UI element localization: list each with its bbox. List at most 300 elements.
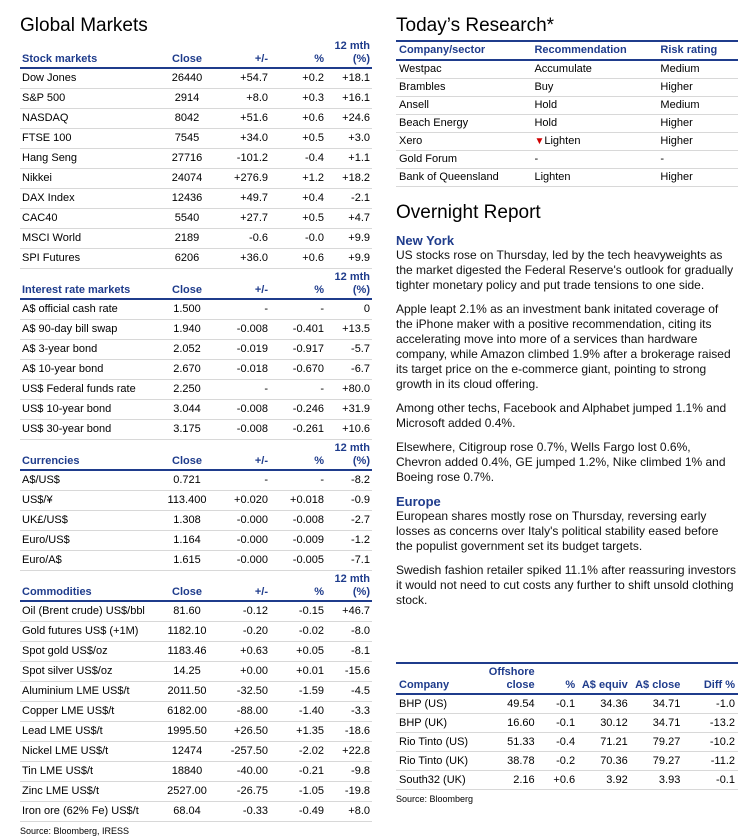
row-label: Euro/A$ [20, 551, 160, 571]
row-value: -0.008 [214, 400, 270, 420]
row-label: Aluminium LME US$/t [20, 682, 160, 702]
row-value: -40.00 [214, 762, 270, 782]
offshore-row [396, 752, 738, 771]
offshore-column-header: Offshore close [481, 663, 538, 694]
table-row [20, 682, 372, 702]
offshore-value: -10.2 [683, 733, 738, 752]
row-value: -0.9 [326, 491, 372, 511]
row-value: +18.2 [326, 169, 372, 189]
table-row [20, 511, 372, 531]
row-label: Lead LME US$/t [20, 722, 160, 742]
table-row [20, 68, 372, 89]
row-value: +1.35 [270, 722, 326, 742]
row-value: +4.7 [326, 209, 372, 229]
row-value: +0.63 [214, 642, 270, 662]
row-value: 1995.50 [160, 722, 214, 742]
row-value: 1.308 [160, 511, 214, 531]
row-value: 1.500 [160, 299, 214, 320]
section-name: Commodities [20, 573, 160, 601]
row-label: A$ 90-day bill swap [20, 320, 160, 340]
row-value: -0.000 [214, 511, 270, 531]
row-value: -0.917 [270, 340, 326, 360]
row-label: DAX Index [20, 189, 160, 209]
table-row [20, 802, 372, 822]
downgrade-icon: ▼ [534, 136, 545, 147]
row-value: 18840 [160, 762, 214, 782]
row-value: -1.05 [270, 782, 326, 802]
company-name [396, 60, 531, 79]
row-value: -8.2 [326, 470, 372, 491]
table-row [20, 189, 372, 209]
column-header: +/- [214, 573, 270, 601]
row-value: -2.7 [326, 511, 372, 531]
row-label: FTSE 100 [20, 129, 160, 149]
row-label: Hang Seng [20, 149, 160, 169]
row-value: -257.50 [214, 742, 270, 762]
market-table-0 [20, 40, 372, 269]
row-label: US$ 10-year bond [20, 400, 160, 420]
recommendation [531, 151, 657, 169]
row-value: -3.3 [326, 702, 372, 722]
row-value: 12474 [160, 742, 214, 762]
offshore-value: 34.36 [578, 694, 631, 714]
row-value: - [270, 470, 326, 491]
row-value: - [214, 299, 270, 320]
row-value: 6182.00 [160, 702, 214, 722]
row-value: -0.21 [270, 762, 326, 782]
table-row [20, 642, 372, 662]
row-value: +13.5 [326, 320, 372, 340]
research-cell-text: Higher [660, 117, 693, 129]
row-value: 14.25 [160, 662, 214, 682]
row-value: 1.164 [160, 531, 214, 551]
research-cell-text: Xero [399, 135, 423, 147]
row-value: 3.175 [160, 420, 214, 440]
risk-rating [657, 169, 738, 187]
row-value: +34.0 [214, 129, 270, 149]
row-value: -0.005 [270, 551, 326, 571]
offshore-value: +0.6 [538, 771, 578, 790]
row-value: 2189 [160, 229, 214, 249]
table-row [20, 249, 372, 269]
report-paragraph: Swedish fashion retailer spiked 11.1% after reassuring investors it would not need to cut costs any further to shift unsold clothing stock. [396, 563, 736, 607]
column-header: +/- [214, 442, 270, 470]
research-cell-text: Westpac [399, 63, 442, 75]
row-value: -0.008 [214, 320, 270, 340]
row-value: +36.0 [214, 249, 270, 269]
row-value: -0.008 [214, 420, 270, 440]
research-cell-text: Beach Energy [399, 117, 469, 129]
row-value: -0.49 [270, 802, 326, 822]
row-value: 1.940 [160, 320, 214, 340]
recommendation [531, 60, 657, 79]
row-value: +9.9 [326, 249, 372, 269]
row-value: +0.5 [270, 209, 326, 229]
row-value: +0.3 [270, 89, 326, 109]
company-name [396, 115, 531, 133]
market-table-header [20, 271, 372, 299]
row-label: A$ 10-year bond [20, 360, 160, 380]
column-header: Close [160, 442, 214, 470]
table-row [20, 762, 372, 782]
column-header: % [270, 442, 326, 470]
row-label: SPI Futures [20, 249, 160, 269]
offshore-value: 79.27 [631, 752, 684, 771]
row-value: +1.1 [326, 149, 372, 169]
row-value: -0.018 [214, 360, 270, 380]
table-row [20, 229, 372, 249]
row-value: 6206 [160, 249, 214, 269]
row-value: -0.000 [214, 551, 270, 571]
offshore-company: BHP (UK) [396, 714, 481, 733]
table-row [20, 622, 372, 642]
column-header: % [270, 573, 326, 601]
global-markets-panel [20, 0, 372, 836]
research-cell-text: Lighten [534, 171, 571, 183]
row-value: -0.670 [270, 360, 326, 380]
row-label: Iron ore (62% Fe) US$/t [20, 802, 160, 822]
row-value: 2914 [160, 89, 214, 109]
research-column-header: Recommendation [531, 41, 657, 60]
offshore-block [396, 662, 738, 804]
overnight-report [396, 233, 738, 608]
row-label: Zinc LME US$/t [20, 782, 160, 802]
row-value: -0.008 [270, 511, 326, 531]
row-value: 0 [326, 299, 372, 320]
report-paragraph: Among other techs, Facebook and Alphabet jumped 1.1% and Microsoft added 0.4%. [396, 401, 727, 430]
row-value: 2.250 [160, 380, 214, 400]
offshore-company: South32 (UK) [396, 771, 481, 790]
offshore-value: 3.92 [578, 771, 631, 790]
row-value: +16.1 [326, 89, 372, 109]
column-header: Close [160, 40, 214, 68]
row-label: A$/US$ [20, 470, 160, 491]
offshore-value: 2.16 [481, 771, 538, 790]
row-value: - [214, 470, 270, 491]
offshore-company: Rio Tinto (UK) [396, 752, 481, 771]
recommendation [531, 97, 657, 115]
table-row [20, 491, 372, 511]
offshore-value: 30.12 [578, 714, 631, 733]
row-value: 27716 [160, 149, 214, 169]
offshore-row [396, 714, 738, 733]
row-label: Euro/US$ [20, 531, 160, 551]
report-heading: New York [396, 233, 455, 248]
row-value: +0.018 [270, 491, 326, 511]
offshore-column-header: Company [396, 663, 481, 694]
offshore-value: -0.4 [538, 733, 578, 752]
column-header: +/- [214, 271, 270, 299]
row-value: 3.044 [160, 400, 214, 420]
row-value: +0.4 [270, 189, 326, 209]
offshore-value: 3.93 [631, 771, 684, 790]
offshore-column-header: % [538, 663, 578, 694]
table-row [20, 400, 372, 420]
offshore-header [396, 663, 738, 694]
research-table [396, 40, 738, 187]
row-value: +3.0 [326, 129, 372, 149]
row-value: -1.40 [270, 702, 326, 722]
section-name: Stock markets [20, 40, 160, 68]
row-label: Oil (Brent crude) US$/bbl [20, 601, 160, 622]
row-value: +0.020 [214, 491, 270, 511]
row-value: 81.60 [160, 601, 214, 622]
table-row [20, 782, 372, 802]
offshore-company: Rio Tinto (US) [396, 733, 481, 752]
row-value: +0.01 [270, 662, 326, 682]
offshore-company: BHP (US) [396, 694, 481, 714]
table-row [20, 109, 372, 129]
right-panel [396, 0, 738, 804]
row-value: -0.246 [270, 400, 326, 420]
risk-rating [657, 97, 738, 115]
recommendation [531, 169, 657, 187]
row-label: US$ Federal funds rate [20, 380, 160, 400]
company-name [396, 169, 531, 187]
offshore-value: 49.54 [481, 694, 538, 714]
offshore-column-header: Diff % [683, 663, 738, 694]
row-value: -0.20 [214, 622, 270, 642]
offshore-column-header: A$ close [631, 663, 684, 694]
offshore-column-header: A$ equiv [578, 663, 631, 694]
row-value: -26.75 [214, 782, 270, 802]
row-value: +51.6 [214, 109, 270, 129]
column-header: Close [160, 271, 214, 299]
research-header [396, 41, 738, 60]
row-value: -0.261 [270, 420, 326, 440]
row-value: 5540 [160, 209, 214, 229]
row-value: 8042 [160, 109, 214, 129]
row-value: +0.00 [214, 662, 270, 682]
table-row [20, 470, 372, 491]
offshore-value: -11.2 [683, 752, 738, 771]
row-value: -8.0 [326, 622, 372, 642]
row-value: +31.9 [326, 400, 372, 420]
table-row [20, 380, 372, 400]
research-row [396, 151, 738, 169]
offshore-value: 34.71 [631, 714, 684, 733]
company-name [396, 151, 531, 169]
market-table-1 [20, 271, 372, 440]
table-row [20, 340, 372, 360]
column-header: +/- [214, 40, 270, 68]
row-value: 2.670 [160, 360, 214, 380]
table-row [20, 129, 372, 149]
row-value: 2011.50 [160, 682, 214, 702]
research-cell-text: Bank of Queensland [399, 171, 499, 183]
table-row [20, 299, 372, 320]
risk-rating [657, 133, 738, 151]
row-value: +9.9 [326, 229, 372, 249]
research-cell-text: Gold Forum [399, 153, 458, 165]
row-value: -5.7 [326, 340, 372, 360]
research-cell-text: Medium [660, 63, 700, 75]
table-row [20, 742, 372, 762]
row-value: -0.4 [270, 149, 326, 169]
offshore-row [396, 771, 738, 790]
row-value: +0.6 [270, 249, 326, 269]
offshore-value: -0.1 [683, 771, 738, 790]
research-row [396, 133, 738, 151]
research-cell-text: Higher [660, 135, 693, 147]
row-value: +0.6 [270, 109, 326, 129]
row-value: -1.59 [270, 682, 326, 702]
recommendation [531, 79, 657, 97]
offshore-value: -1.0 [683, 694, 738, 714]
table-row [20, 169, 372, 189]
offshore-value: 71.21 [578, 733, 631, 752]
row-label: Spot gold US$/oz [20, 642, 160, 662]
row-value: +24.6 [326, 109, 372, 129]
row-value: -18.6 [326, 722, 372, 742]
row-value: 1183.46 [160, 642, 214, 662]
table-row [20, 360, 372, 380]
row-value: -1.2 [326, 531, 372, 551]
row-label: US$ 30-year bond [20, 420, 160, 440]
row-value: -6.7 [326, 360, 372, 380]
offshore-row [396, 733, 738, 752]
row-label: US$/¥ [20, 491, 160, 511]
row-label: NASDAQ [20, 109, 160, 129]
research-column-header: Risk rating [657, 41, 738, 60]
global-markets-source: Source: Bloomberg, IRESS [20, 826, 130, 836]
table-row [20, 209, 372, 229]
column-header: 12 mth (%) [326, 40, 372, 68]
row-label: CAC40 [20, 209, 160, 229]
table-row [20, 531, 372, 551]
row-value: 7545 [160, 129, 214, 149]
row-label: S&P 500 [20, 89, 160, 109]
offshore-value: -0.1 [538, 694, 578, 714]
table-row [20, 722, 372, 742]
offshore-value: 70.36 [578, 752, 631, 771]
column-header: % [270, 271, 326, 299]
company-name [396, 97, 531, 115]
offshore-value: -0.2 [538, 752, 578, 771]
research-cell-text: Medium [660, 99, 700, 111]
offshore-table [396, 662, 738, 790]
row-value: +0.2 [270, 68, 326, 89]
row-value: +80.0 [326, 380, 372, 400]
research-row [396, 115, 738, 133]
row-label: Gold futures US$ (+1M) [20, 622, 160, 642]
table-row [20, 420, 372, 440]
research-cell-text: Higher [660, 81, 693, 93]
row-value: -9.8 [326, 762, 372, 782]
row-value: -0.33 [214, 802, 270, 822]
risk-rating [657, 151, 738, 169]
row-value: -0.019 [214, 340, 270, 360]
offshore-value: -0.1 [538, 714, 578, 733]
research-cell-text: Higher [660, 171, 693, 183]
section-name: Interest rate markets [20, 271, 160, 299]
overnight-title: Overnight Report [396, 202, 541, 223]
table-row [20, 601, 372, 622]
research-cell-text: Hold [534, 117, 558, 129]
row-value: -4.5 [326, 682, 372, 702]
column-header: 12 mth (%) [326, 573, 372, 601]
row-value: 12436 [160, 189, 214, 209]
offshore-value: -13.2 [683, 714, 738, 733]
research-cell-text: - [534, 153, 539, 165]
row-value: -7.1 [326, 551, 372, 571]
column-header: 12 mth (%) [326, 271, 372, 299]
market-table-3 [20, 573, 372, 822]
row-value: -2.02 [270, 742, 326, 762]
global-markets-title: Global Markets [20, 15, 148, 36]
offshore-source: Source: Bloomberg [396, 794, 474, 804]
market-table-header [20, 442, 372, 470]
research-row [396, 79, 738, 97]
recommendation [531, 133, 657, 151]
table-row [20, 149, 372, 169]
report-paragraph: European shares mostly rose on Thursday, reversing early losses as concerns over Italy's political stability eased before the populist government set its budget targets. [396, 509, 719, 553]
offshore-row [396, 694, 738, 714]
report-paragraph: Elsewhere, Citigroup rose 0.7%, Wells Fargo lost 0.6%, Chevron added 0.4%, GE jumped 1.2%, Nike climbed 1% and Boeing rose 0.7%. [396, 440, 726, 484]
research-cell-text: Accumulate [534, 63, 592, 75]
table-row [20, 320, 372, 340]
row-value: -0.009 [270, 531, 326, 551]
report-paragraph: US stocks rose on Thursday, led by the tech heavyweights as the market digested the Federal Reserve's outlook for gradually tighter monetary policy and put trade tensions to one side. [396, 248, 734, 292]
row-value: -0.000 [214, 531, 270, 551]
column-header: % [270, 40, 326, 68]
market-table-header [20, 40, 372, 68]
row-value: 26440 [160, 68, 214, 89]
row-value: +22.8 [326, 742, 372, 762]
row-label: Dow Jones [20, 68, 160, 89]
table-row [20, 89, 372, 109]
row-label: MSCI World [20, 229, 160, 249]
research-cell-text: Buy [534, 81, 554, 93]
row-value: -88.00 [214, 702, 270, 722]
offshore-value: 38.78 [481, 752, 538, 771]
offshore-value: 34.71 [631, 694, 684, 714]
research-cell-text: Hold [534, 99, 558, 111]
row-value: +0.05 [270, 642, 326, 662]
row-value: 0.721 [160, 470, 214, 491]
row-value: -0.15 [270, 601, 326, 622]
row-value: - [214, 380, 270, 400]
row-label: Copper LME US$/t [20, 702, 160, 722]
row-label: A$ 3-year bond [20, 340, 160, 360]
row-value: 1.615 [160, 551, 214, 571]
row-value: +46.7 [326, 601, 372, 622]
row-value: -19.8 [326, 782, 372, 802]
research-cell-text: Brambles [399, 81, 446, 93]
row-value: +1.2 [270, 169, 326, 189]
research-cell-text: Ansell [399, 99, 429, 111]
row-value: +18.1 [326, 68, 372, 89]
row-value: +8.0 [214, 89, 270, 109]
row-value: +54.7 [214, 68, 270, 89]
offshore-value: 16.60 [481, 714, 538, 733]
row-value: +8.0 [326, 802, 372, 822]
row-label: A$ official cash rate [20, 299, 160, 320]
row-value: -0.02 [270, 622, 326, 642]
row-value: - [270, 380, 326, 400]
offshore-value: 79.27 [631, 733, 684, 752]
row-value: -101.2 [214, 149, 270, 169]
row-label: Spot silver US$/oz [20, 662, 160, 682]
column-header: Close [160, 573, 214, 601]
row-value: - [270, 299, 326, 320]
row-value: +27.7 [214, 209, 270, 229]
research-row [396, 169, 738, 187]
market-table-header [20, 573, 372, 601]
row-value: 2.052 [160, 340, 214, 360]
row-value: -0.6 [214, 229, 270, 249]
research-title: Today’s Research* [396, 15, 555, 36]
